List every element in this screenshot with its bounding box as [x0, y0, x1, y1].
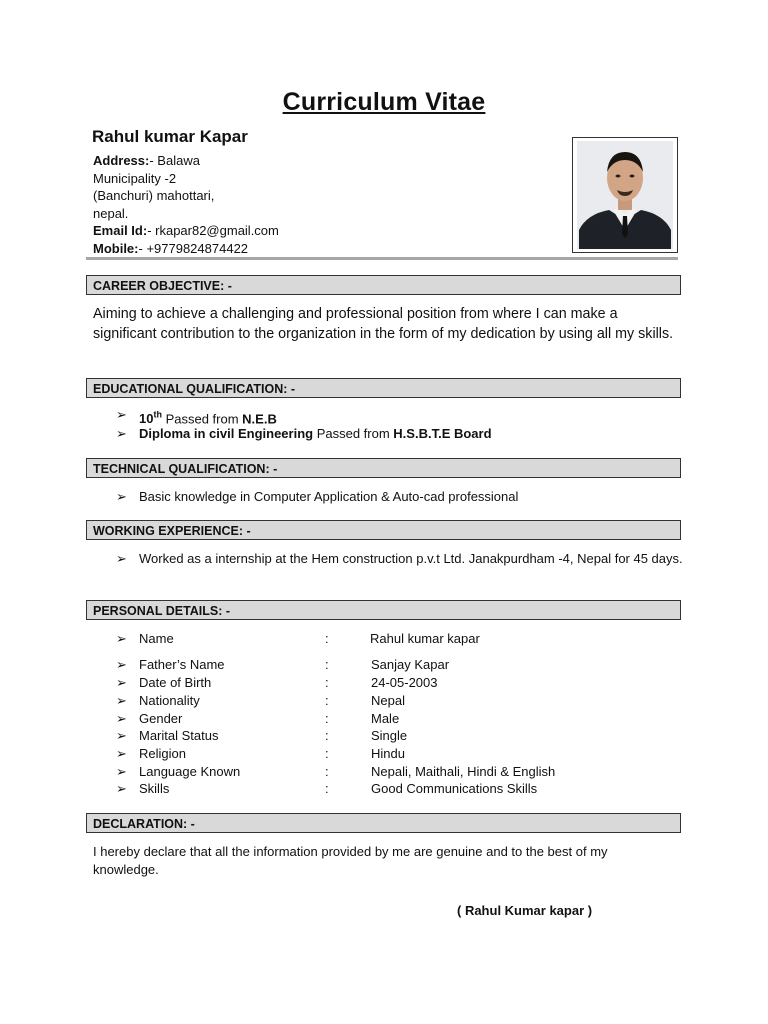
personal-separator: : — [325, 675, 329, 690]
personal-value: 24-05-2003 — [371, 675, 438, 690]
arrow-bullet-icon: ➢ — [116, 407, 127, 422]
mobile-value: - +9779824874422 — [138, 240, 249, 256]
personal-label: Gender — [139, 711, 183, 726]
personal-label: Date of Birth — [139, 675, 212, 690]
candidate-name: Rahul kumar Kapar — [92, 127, 248, 146]
personal-separator: : — [325, 631, 329, 646]
mobile-line — [93, 240, 279, 258]
education-passed-from: Passed from — [161, 411, 243, 427]
personal-separator: : — [325, 781, 329, 796]
personal-label: Name — [139, 631, 174, 646]
personal-value: Sanjay Kapar — [371, 657, 450, 672]
person-portrait-icon — [573, 138, 677, 252]
personal-value: Nepal — [371, 693, 405, 708]
arrow-bullet-icon: ➢ — [116, 764, 127, 779]
personal-value: Good Communications Skills — [371, 781, 538, 796]
personal-separator: : — [325, 746, 329, 761]
page-title: Curriculum Vitae — [282, 88, 486, 116]
education-degree: Diploma in civil Engineering — [139, 426, 314, 441]
arrow-bullet-icon: ➢ — [116, 489, 127, 504]
personal-row-marital — [116, 727, 676, 745]
personal-label: Father’s Name — [139, 657, 225, 672]
personal-label: Skills — [139, 781, 170, 796]
personal-value: Male — [371, 711, 400, 726]
arrow-bullet-icon: ➢ — [116, 426, 127, 441]
personal-row-language — [116, 763, 676, 781]
address-label: Address: — [93, 153, 150, 168]
personal-value: Single — [371, 728, 408, 743]
personal-row-skills — [116, 780, 676, 798]
arrow-bullet-icon: ➢ — [116, 728, 127, 743]
address-line-4: nepal. — [93, 205, 129, 221]
profile-photo — [572, 137, 678, 253]
personal-separator: : — [325, 728, 329, 743]
section-header-personal: PERSONAL DETAILS: - — [86, 600, 681, 620]
technical-item-text: Basic knowledge in Computer Application & Auto-cad professional — [139, 489, 519, 504]
personal-separator: : — [325, 764, 329, 779]
section-header-career-objective: CAREER OBJECTIVE: - — [86, 275, 681, 295]
arrow-bullet-icon: ➢ — [116, 551, 127, 566]
education-level-number: 10 — [139, 411, 154, 427]
section-header-technical: TECHNICAL QUALIFICATION: - — [86, 458, 681, 478]
personal-value: Hindu — [371, 746, 405, 761]
personal-row-dob — [116, 674, 676, 692]
mobile-label: Mobile: — [93, 240, 139, 256]
arrow-bullet-icon: ➢ — [116, 711, 127, 726]
personal-row-name — [116, 630, 676, 648]
arrow-bullet-icon: ➢ — [116, 657, 127, 672]
arrow-bullet-icon: ➢ — [116, 693, 127, 708]
arrow-bullet-icon: ➢ — [116, 675, 127, 690]
career-objective-text: Aiming to achieve a challenging and professional position from where I can make a significant contribution to the organization in the form of my dedication by using all my skills. — [93, 306, 674, 342]
experience-item-text: Worked as a internship at the Hem construction p.v.t Ltd. Janakpurdham -4, Nepal for 45 days. — [139, 551, 683, 566]
personal-row-nationality — [116, 692, 676, 710]
email-line — [93, 222, 279, 240]
arrow-bullet-icon: ➢ — [116, 631, 127, 646]
personal-value: Rahul kumar kapar — [370, 631, 480, 646]
education-board: N.E.B — [242, 411, 277, 427]
address-line-3: (Banchuri) mahottari, — [93, 188, 215, 204]
personal-value: Nepali, Maithali, Hindi & English — [371, 764, 556, 779]
contact-block — [93, 152, 279, 258]
arrow-bullet-icon: ➢ — [116, 781, 127, 796]
section-header-declaration: DECLARATION: - — [86, 813, 681, 833]
section-header-education: EDUCATIONAL QUALIFICATION: - — [86, 378, 681, 398]
education-level-suffix: th — [153, 410, 162, 420]
education-board: H.S.B.T.E Board — [393, 426, 492, 441]
personal-row-religion — [116, 745, 676, 763]
address-value: - Balawa — [149, 153, 200, 168]
personal-label: Language Known — [139, 764, 241, 779]
education-passed-from: Passed from — [313, 426, 394, 441]
personal-row-gender — [116, 710, 676, 728]
personal-label: Religion — [139, 746, 186, 761]
declaration-text: I hereby declare that all the information provided by me are genuine and to the best of my knowledge. — [93, 844, 608, 877]
email-label: Email Id: — [93, 223, 148, 239]
personal-label: Marital Status — [139, 728, 219, 743]
personal-separator: : — [325, 711, 329, 726]
address-line-1 — [93, 152, 279, 170]
personal-separator: : — [325, 657, 329, 672]
header-divider — [86, 257, 678, 260]
personal-separator: : — [325, 693, 329, 708]
email-value: - rkapar82@gmail.com — [147, 223, 279, 239]
address-line-2: Municipality -2 — [93, 170, 177, 186]
signature-name: ( Rahul Kumar kapar ) — [457, 903, 593, 918]
section-header-experience: WORKING EXPERIENCE: - — [86, 520, 681, 540]
personal-label: Nationality — [139, 693, 200, 708]
personal-row-father — [116, 656, 676, 674]
arrow-bullet-icon: ➢ — [116, 746, 127, 761]
